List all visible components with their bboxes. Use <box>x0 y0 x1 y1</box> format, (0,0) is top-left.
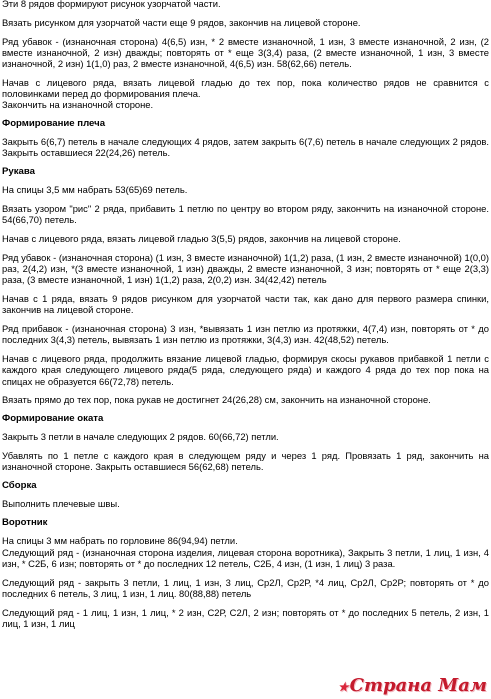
section-title-sleeve: Рукава <box>2 166 35 178</box>
paragraph: Вязать узором "рис" 2 ряда, прибавить 1 петлю по центру во втором ряду, закончить на изнаночной стороне. 54(66,70) петель. <box>2 203 489 226</box>
paragraph: Закрыть 3 петли в начале следующих 2 рядов. 60(66,72) петли. <box>2 431 279 443</box>
section-title-cap: Формирование оката <box>2 413 104 425</box>
paragraph: Следующий ряд - (изнаночная сторона изделия, лицевая сторона воротника), Закрыть 3 петли, 1 лиц, 1 изн, 4 изн, * С2Б, 6 изн; повторять от * до последних 12 петель, С2Б, 4 изн, (1 изн, 1 лиц) 3 раза. <box>2 546 489 569</box>
paragraph: Начав с 1 ряда, вязать 9 рядов рисунком для узорчатой части так, как дано для первого размера спинки, закончив на лицевой стороне. <box>2 293 489 316</box>
paragraph: Вязать рисунком для узорчатой части еще 9 рядов, закончив на лицевой стороне. <box>2 16 361 28</box>
paragraph: Ряд прибавок - (изнаночная сторона) 3 изн, *вывязать 1 изн петлю из протяжки, 4(7,4) изн, повторять от * до последних 3(4,3) петель, вывязать 1 изн петлю из протяжки, 3(4,3) изн. 42(48,52) петель. <box>2 323 489 346</box>
document-body <box>2 0 489 637</box>
site-watermark <box>337 674 487 696</box>
paragraph: Убавлять по 1 петле с каждого края в следующем ряду и через 1 ряд. Провязать 1 ряд, закончить на изнаночной стороне. Закрыть оставшиеся 56(62,68) петель. <box>2 450 489 473</box>
watermark-text: Страна Мам <box>349 674 487 696</box>
star-icon: ★ <box>337 679 349 694</box>
paragraph: Вязать прямо до тех пор, пока рукав не достигнет 24(26,28) см, закончить на изнаночной стороне. <box>2 394 431 406</box>
paragraph: Начав с лицевого ряда, продолжить вязание лицевой гладью, формируя скосы рукавов прибавкой 1 петли с каждого края следующего лицевого ряда(5 ряда, следующего ряда) и каждого 4 ряда до тех пор пока на спицах не образуется 66(72,78) петель. <box>2 353 489 387</box>
section-title-shoulder: Формирование плеча <box>2 118 106 129</box>
section-title-collar: Воротник <box>2 517 48 529</box>
paragraph: Ряд убавок - (изнаночная сторона) 4(6,5) изн, * 2 вместе изнаночной, 1 изн, 3 вместе изнаночной, 2 изн, (2 вместе изнаночной, 2 изн) дважды; повторять от * еще 3(3,4) раза, (2 вместе изнаночной, 1 изн, 3 вместе изнаночной, 2 изн) 1(1,0) раз, 2 вместе изнаночной, 4(6,5) изн. 58(62,66) петель. <box>2 35 489 69</box>
paragraph: Эти 8 рядов формируют рисунок узорчатой части. <box>2 0 221 9</box>
section-title-assembly: Сборка <box>2 480 37 492</box>
paragraph: Начав с лицевого ряда, вязать лицевой гладью до тех пор, пока количество рядов не сравнится с половинками перед до формирования плеча. <box>2 76 489 99</box>
paragraph: Начав с лицевого ряда, вязать лицевой гладью 3(5,5) рядов, закончив на лицевой стороне. <box>2 233 401 245</box>
paragraph: Следующий ряд - 1 лиц, 1 изн, 1 лиц, * 2 изн, С2Р, С2Л, 2 изн; повторять от * до последних 5 петель, 2 изн, 1 лиц, 1 изн, 1 лиц <box>2 606 489 629</box>
paragraph: Выполнить плечевые швы. <box>2 498 120 510</box>
paragraph: Закрыть 6(6,7) петель в начале следующих 4 рядов, затем закрыть 6(7,6) петель в начале следующих 2 рядов. Закрыть оставшиеся 22(24,26) петель. <box>2 136 489 159</box>
paragraph: Ряд убавок - (изнаночная сторона) (1 изн, 3 вместе изнаночной) 1(1,2) раза, (1 изн, 2 вместе изнаночной) 1(0,0) раз, 2(4,2) изн, *(3 вместе изнаночной, 1 изн) дважды, 2 вместе изнаночной, 3 изн; повторять от * еще 2(3,3) раза, (3 вместе изнаночной, 1 изн) 1(1,2) раза, 2(0,2) изн. 34(42,42) петель <box>2 252 489 286</box>
paragraph: На спицы 3,5 мм набрать 53(65)69 петель. <box>2 184 188 196</box>
paragraph: Следующий ряд - закрыть 3 петли, 1 лиц, 1 изн, 3 лиц, Ср2Л, Ср2Р, *4 лиц, Ср2Л, Ср2Р; повторять от * до последних 6 петель, 3 лиц, 1 изн, 1 лиц. 80(88,88) петель <box>2 576 489 599</box>
paragraph: На спицы 3 мм набрать по горловине 86(94,94) петли. <box>2 535 238 547</box>
paragraph: Закончить на изнаночной стороне. <box>2 99 154 111</box>
